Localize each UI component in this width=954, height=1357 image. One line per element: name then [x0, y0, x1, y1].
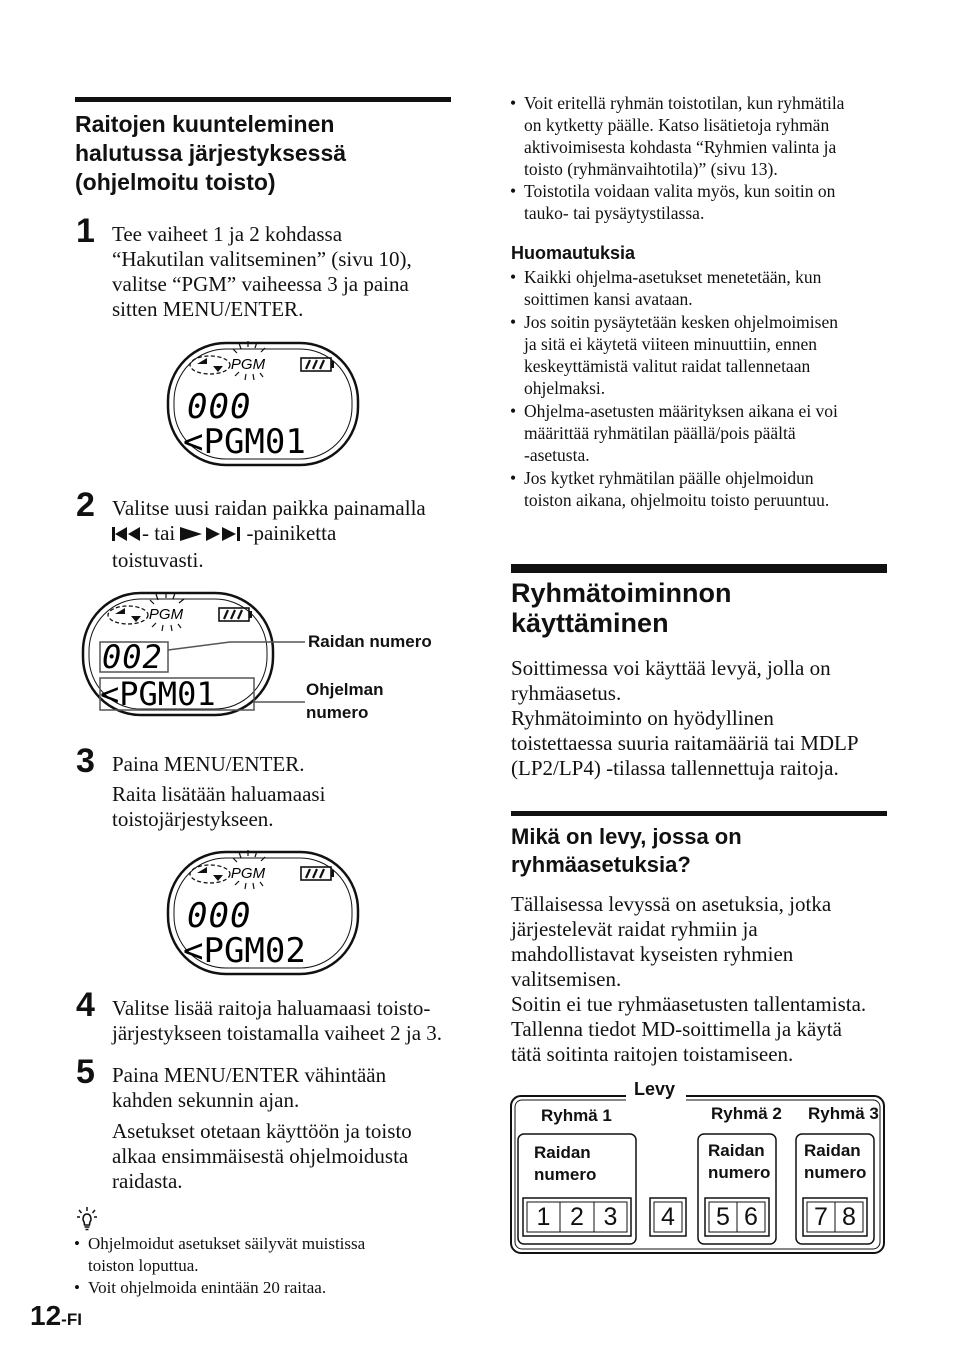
bullets-top [510, 92, 844, 224]
heading-line: halutussa järjestyksessä [75, 140, 347, 166]
section-body [511, 656, 859, 781]
text-line: tätä soitinta raitojen toistamiseen. [511, 1042, 794, 1066]
step-5-text [112, 1063, 412, 1194]
track-cell: 5 [716, 1203, 730, 1231]
subsection-heading [511, 823, 742, 879]
step-number: 5 [76, 1053, 95, 1091]
step-3-text [112, 752, 325, 832]
note-item [510, 311, 838, 400]
page-language-suffix: -FI [61, 1310, 82, 1329]
callout-line-track [168, 642, 305, 650]
lcd-display-2 [80, 590, 310, 725]
heading-line: ryhmäasetuksia? [511, 852, 691, 877]
previous-track-icon [112, 523, 142, 548]
note-item [510, 400, 838, 467]
text-fragment: -painiketta [246, 521, 337, 545]
text-line: ja sitä ei käytetä viiteen minuuttiin, ennen [524, 333, 818, 354]
text-line: aktivoimisesta kohdasta “Ryhmien valinta ja [524, 137, 837, 157]
track-cell: 6 [744, 1203, 758, 1231]
text-line: numero [804, 1163, 867, 1182]
notes-list [510, 266, 838, 511]
program-number-readout: <PGM01 [100, 675, 216, 713]
play-next-track-icon [180, 523, 246, 548]
heading-line: Raitojen kuunteleminen [75, 111, 335, 137]
text-line: toistettaessa suuria raitamääriä tai MDLP [511, 731, 859, 755]
text-line: • Toistotila voidaan valita myös, kun soitin on [524, 181, 836, 201]
text-line: tauko- tai pysäytystilassa. [524, 203, 705, 223]
heading-line: Mikä on levy, jossa on [511, 824, 742, 849]
text-line: toisto (ryhmänvaihtotila)” (sivu 13). [524, 159, 778, 179]
track-number-label [534, 1142, 596, 1186]
text-line: järjestykseen toistamalla vaiheet 2 ja 3. [112, 1021, 443, 1045]
text-line: • Kaikki ohjelma-asetukset menetetään, kun [524, 267, 822, 287]
pgm-indicator: PGM [230, 356, 266, 373]
heading-line: käyttäminen [511, 608, 669, 638]
text-line: • Voit eritellä ryhmän toistotilan, kun ryhmätila [524, 93, 845, 113]
text-line: -asetusta. [524, 445, 590, 466]
lcd-display-1 [165, 338, 365, 473]
bullet-item [510, 92, 844, 180]
program-number-readout: <PGM01 [183, 422, 306, 462]
text-line-with-icons [112, 521, 426, 548]
text-line: Ryhmätoiminto on hyödyllinen [511, 706, 774, 730]
step-2-text [112, 496, 426, 573]
pgm-indicator: PGM [230, 865, 266, 882]
track-number-label [708, 1140, 770, 1184]
text-line: (LP2/LP4) -tilassa tallennettuja raitoja. [511, 756, 839, 780]
subsection-body [511, 892, 866, 1067]
text-line: • Jos soitin pysäytetään kesken ohjelmoimisen [524, 311, 838, 332]
callout-track-number: Raidan numero [308, 632, 432, 651]
text-line: Raita lisätään haluamaasi [112, 782, 326, 806]
battery-icon [301, 358, 334, 371]
text-line: määrittää ryhmätilan päällä/pois päältä [524, 423, 796, 444]
text-line: ryhmäasetus. [511, 681, 622, 705]
heading-line: (ohjelmoitu toisto) [75, 169, 276, 195]
text-line: Paina MENU/ENTER. [112, 752, 305, 776]
page-number-value: 12 [30, 1300, 62, 1331]
heading-line: Ryhmätoiminnon [511, 578, 732, 608]
text-line: Valitse lisää raitoja haluamaasi toisto- [112, 996, 431, 1020]
text-line: keskeyttämistä valitut raidat tallennetaan [524, 356, 811, 377]
section-rule [511, 564, 887, 573]
group-name: Ryhmä 2 [711, 1104, 782, 1123]
text-line: kahden sekunnin ajan. [112, 1088, 300, 1112]
text-line: Tee vaiheet 1 ja 2 kohdassa [112, 222, 343, 246]
text-line: sitten MENU/ENTER. [112, 297, 304, 321]
text-line: Valitse uusi raidan paikka painamalla [112, 496, 426, 520]
text-line: toistojärjestykseen. [112, 807, 274, 831]
track-number-label [804, 1140, 866, 1184]
text-line: on kytketty päälle. Katso lisätietoja ryhmän [524, 115, 830, 135]
tip-item [74, 1233, 365, 1277]
text-line: • Jos kytket ryhmätilan päälle ohjelmoidun [524, 467, 814, 488]
text-line: • Ohjelma-asetusten määrityksen aikana ei voi [524, 400, 838, 421]
text-line: valitse “PGM” vaiheessa 3 ja paina [112, 272, 409, 296]
step-number: 2 [76, 486, 95, 524]
text-line: Paina MENU/ENTER vähintään [112, 1063, 387, 1087]
track-number-readout: 000 [187, 896, 252, 936]
text-line: soittimen kansi avataan. [524, 289, 693, 310]
text-line: valitsemisen. [511, 967, 622, 991]
program-number-readout: <PGM02 [183, 931, 306, 971]
text-line: Ohjelman [306, 680, 384, 699]
text-fragment: - tai [142, 521, 176, 545]
step-1-text [112, 222, 412, 322]
callout-program-number [306, 678, 383, 724]
text-line: Soitin ei tue ryhmäasetusten tallentamista. [511, 992, 867, 1016]
text-line: Raidan [708, 1141, 765, 1160]
track-cell: 7 [814, 1203, 828, 1231]
track-number-readout: 002 [102, 638, 163, 676]
disc-icon [108, 606, 148, 624]
battery-icon [301, 867, 334, 880]
step-number: 1 [76, 212, 95, 250]
text-line: toiston aikana, ohjelmoitu toisto peruuntuu. [524, 489, 830, 510]
text-line: Raidan [534, 1143, 591, 1162]
text-line: Tallenna tiedot MD-soittimella ja käytä [511, 1017, 842, 1041]
track-cell: 3 [603, 1203, 618, 1231]
note-item [510, 266, 838, 311]
subsection-rule [511, 811, 887, 816]
text-line: Soittimessa voi käyttää levyä, jolla on [511, 656, 831, 680]
track-cell: 1 [536, 1203, 551, 1231]
lcd-display-3 [165, 847, 365, 982]
page-number [30, 1300, 82, 1332]
text-line: järjestelevät raidat ryhmiin ja [511, 917, 758, 941]
text-line: Tällaisessa levyssä on asetuksia, jotka [511, 892, 832, 916]
group-name: Ryhmä 3 [808, 1104, 879, 1123]
text-line: Asetukset otetaan käyttöön ja toisto [112, 1119, 412, 1143]
notes-heading: Huomautuksia [511, 243, 636, 263]
tip-item [74, 1277, 365, 1299]
text-line: ohjelmaksi. [524, 378, 606, 399]
diagram-title: Levy [634, 1079, 676, 1099]
track-cell: 8 [842, 1203, 856, 1231]
section-heading-programmed-play [75, 110, 346, 197]
track-cell: 4 [661, 1203, 675, 1231]
step-4-text [112, 996, 442, 1046]
text-line: toistuvasti. [112, 548, 204, 572]
text-line: • Ohjelmoidut asetukset säilyvät muistissa [88, 1234, 366, 1253]
step-number: 3 [76, 742, 95, 780]
text-line: raidasta. [112, 1169, 183, 1193]
text-line: • Voit ohjelmoida enintään 20 raitaa. [88, 1278, 327, 1297]
pgm-indicator: PGM [148, 606, 184, 623]
bullet-item [510, 180, 844, 224]
group-name: Ryhmä 1 [541, 1106, 612, 1125]
text-line: “Hakutilan valitseminen” (sivu 10), [112, 247, 412, 271]
text-line: numero [306, 703, 369, 722]
tips-list [74, 1233, 365, 1299]
note-item [510, 467, 838, 512]
text-line: numero [534, 1165, 597, 1184]
track-number-readout: 000 [187, 387, 252, 427]
section-heading-group-function [511, 578, 732, 638]
text-line: mahdollistavat kyseisten ryhmien [511, 942, 794, 966]
disc-group-diagram [508, 1078, 888, 1258]
step-number: 4 [76, 986, 95, 1024]
text-line: toiston loputtua. [88, 1256, 199, 1275]
heading-rule-left [75, 97, 451, 102]
text-line: alkaa ensimmäisestä ohjelmoidusta [112, 1144, 409, 1168]
text-line: Raidan [804, 1141, 861, 1160]
text-line: numero [708, 1163, 771, 1182]
track-cell: 2 [570, 1203, 584, 1231]
